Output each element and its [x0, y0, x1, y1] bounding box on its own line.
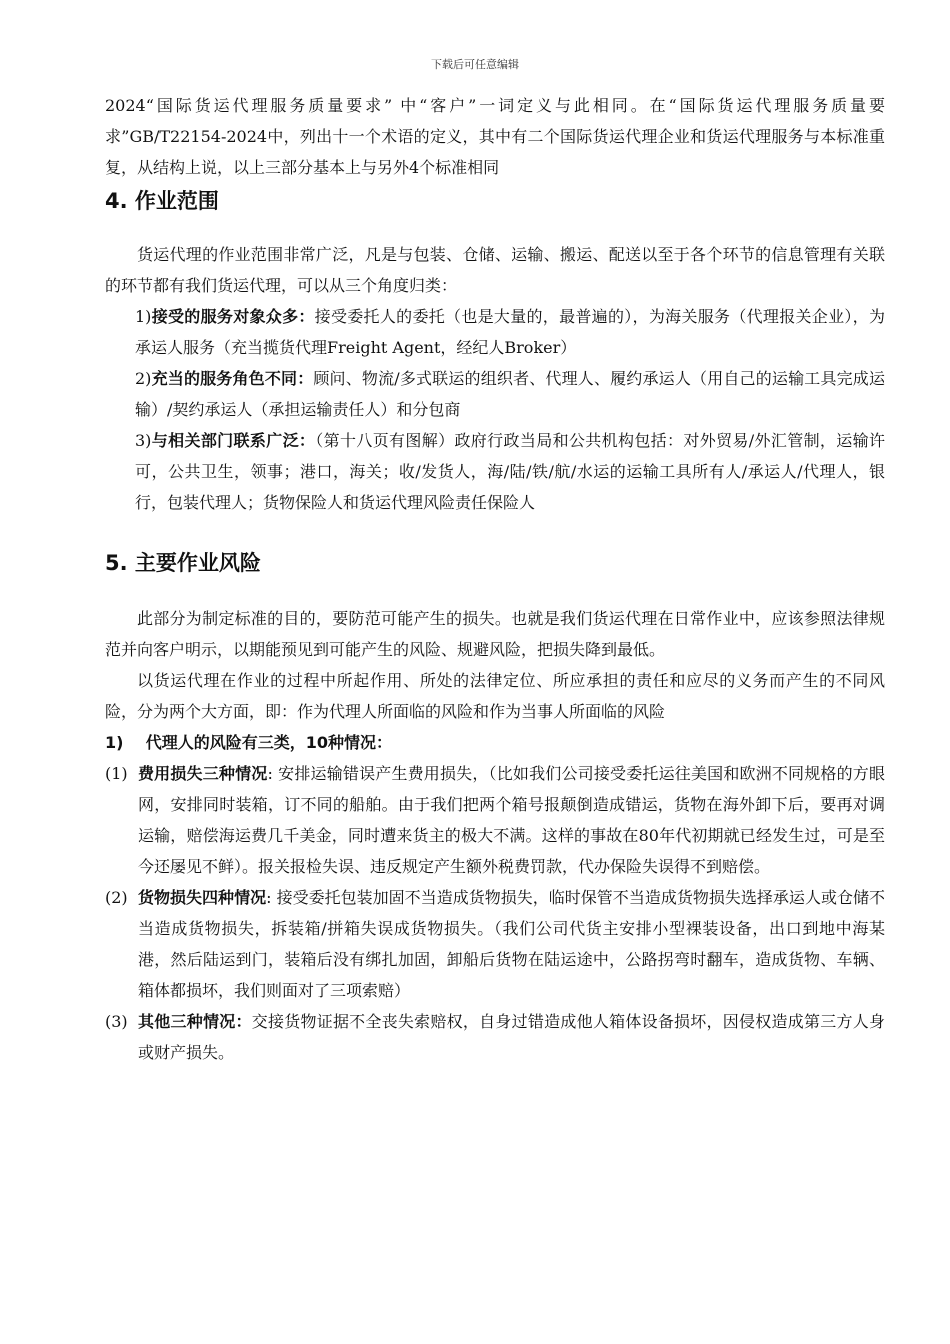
risk-item [105, 758, 885, 882]
subsection-number: 1) [105, 733, 124, 752]
list-item [135, 301, 885, 363]
risk-text: : 接受委托包装加固不当造成货物损失，临时保管不当造成货物损失选择承运人或仓储不当造成货物损失，拆装箱/拼箱失误成货物损失。（我们公司代货主安排小型裸装设备，出口到地中海某港，然后陆运到门，装箱后没有绑扎加固，卸船后货物在陆运途中，公路拐弯时翻车，造成货物、车辆、箱体都损坏，我们则面对了三项索赔） [138, 888, 885, 1000]
item-bold-label: 与相关部门联系广泛： [151, 431, 316, 450]
risk-item [105, 1006, 885, 1068]
section-5-paragraph-1: 此部分为制定标准的目的，要防范可能产生的损失。也就是我们货运代理在日常作业中，应该参照法律规范并向客户明示，以期能预见到可能产生的风险、规避风险，把损失降到最低。 [105, 609, 885, 659]
subsection-title: 代理人的风险有三类，10种情况： [145, 733, 393, 752]
risk-item [105, 882, 885, 1006]
section-4-paragraph: 货运代理的作业范围非常广泛，凡是与包装、仓储、运输、搬运、配送以至于各个环节的信息管理有关联的环节都有我们货运代理，可以从三个角度归类： [105, 245, 885, 295]
risk-bold-label: 其他三种情况： [138, 1012, 252, 1031]
section-4-heading: 4. 作业范围 [105, 189, 219, 213]
document-body [105, 90, 885, 1068]
section-4-list [105, 301, 885, 518]
item-number: 2) [135, 369, 152, 388]
item-number: 3) [135, 431, 152, 450]
section-5-paragraph-2: 以货运代理在作业的过程中所起作用、所处的法律定位、所应承担的责任和应尽的义务而产生的不同风险，分为两个大方面，即：作为代理人所面临的风险和作为当事人所面临的风险 [105, 671, 885, 721]
item-text: 接受委托人的委托（也是大量的，最普遍的），为海关服务（代理报关企业），为承运人服务（充当揽货代理Freight Agent，经纪人Broker） [135, 307, 885, 357]
subsection-heading [105, 727, 885, 758]
item-text: 顾问、物流/多式联运的组织者、代理人、履约承运人（用自己的运输工具完成运输）/契约承运人（承担运输责任人）和分包商 [135, 369, 885, 419]
list-item [135, 363, 885, 425]
risk-number: (2) [105, 888, 128, 907]
risk-text: 交接货物证据不全丧失索赔权，自身过错造成他人箱体设备损坏，因侵权造成第三方人身或财产损失。 [138, 1012, 885, 1062]
item-number: 1) [135, 307, 152, 326]
item-text: （第十八页有图解）政府行政当局和公共机构包括：对外贸易/外汇管制，运输许可，公共卫生，领事；港口，海关；收/发货人，海/陆/铁/航/水运的运输工具所有人/承运人/代理人，银行，包装代理人；货物保险人和货运代理风险责任保险人 [135, 431, 885, 512]
risk-text: : 安排运输错误产生费用损失，（比如我们公司接受委托运往美国和欧洲不同规格的方眼网，安排同时装箱，订不同的船舶。由于我们把两个箱号报颠倒造成错运，货物在海外卸下后，要再对调运输，赔偿海运费几千美金，同时遭来货主的极大不满。这样的事故在80年代初期就已经发生过，可是至今还屡见不鲜）。报关报检失误、违反规定产生额外税费罚款，代办保险失误得不到赔偿。 [138, 764, 885, 876]
section-5-heading: 5. 主要作业风险 [105, 551, 261, 575]
risk-bold-label: 费用损失三种情况 [138, 764, 268, 783]
risk-number: (3) [105, 1012, 128, 1031]
list-item [135, 425, 885, 518]
risk-bold-label: 货物损失四种情况 [138, 888, 267, 907]
page-header: 下载后可任意编辑 [431, 58, 519, 71]
intro-paragraph: 2024“国际货运代理服务质量要求” 中“客户”一词定义与此相同。在“国际货运代理服务质量要求”GB/T22154-2024中，列出十一个术语的定义，其中有二个国际货运代理企业和货运代理服务与本标准重复，从结构上说，以上三部分基本上与另外4个标准相同 [105, 96, 885, 177]
risk-number: (1) [105, 764, 128, 783]
item-bold-label: 充当的服务角色不同： [151, 369, 314, 388]
item-bold-label: 接受的服务对象众多： [151, 307, 315, 326]
